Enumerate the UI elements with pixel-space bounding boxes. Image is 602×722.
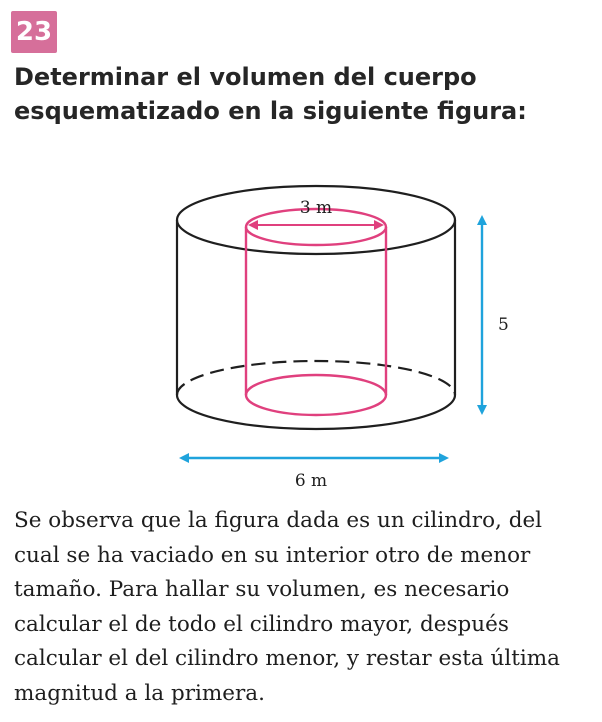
cylinder-figure	[0, 170, 602, 500]
explanation-line: magnitud a la primera.	[14, 680, 265, 706]
cylinder-diagram	[0, 170, 602, 500]
outer-cylinder	[177, 186, 455, 429]
outer-bottom-front-arc	[177, 395, 455, 429]
explanation-line: tamaño. Para hallar su volumen, es necesario	[14, 577, 510, 603]
title-line-1: Determinar el volumen del cuerpo	[14, 63, 477, 91]
explanation-line: cual se ha vaciado en su interior otro de menor	[14, 542, 531, 568]
height-label: 5	[498, 315, 509, 335]
inner-bottom-ellipse	[246, 375, 386, 415]
problem-number-badge: 23	[11, 11, 57, 53]
problem-title	[14, 60, 574, 128]
outer-bottom-back-dashed-arc	[177, 361, 455, 395]
explanation-line: calcular el del cilindro menor, y restar esta última	[14, 646, 560, 672]
explanation-line: Se observa que la figura dada es un cilindro, del	[14, 508, 543, 533]
title-line-2: esquematizado en la siguiente figura:	[14, 97, 527, 125]
inner-diameter-label: 3 m	[299, 198, 333, 218]
outer-diameter-label: 6 m	[294, 471, 328, 491]
inner-cylinder	[246, 209, 386, 415]
explanation-line: calcular el de todo el cilindro mayor, después	[14, 611, 509, 637]
explanation-paragraph	[14, 504, 594, 712]
